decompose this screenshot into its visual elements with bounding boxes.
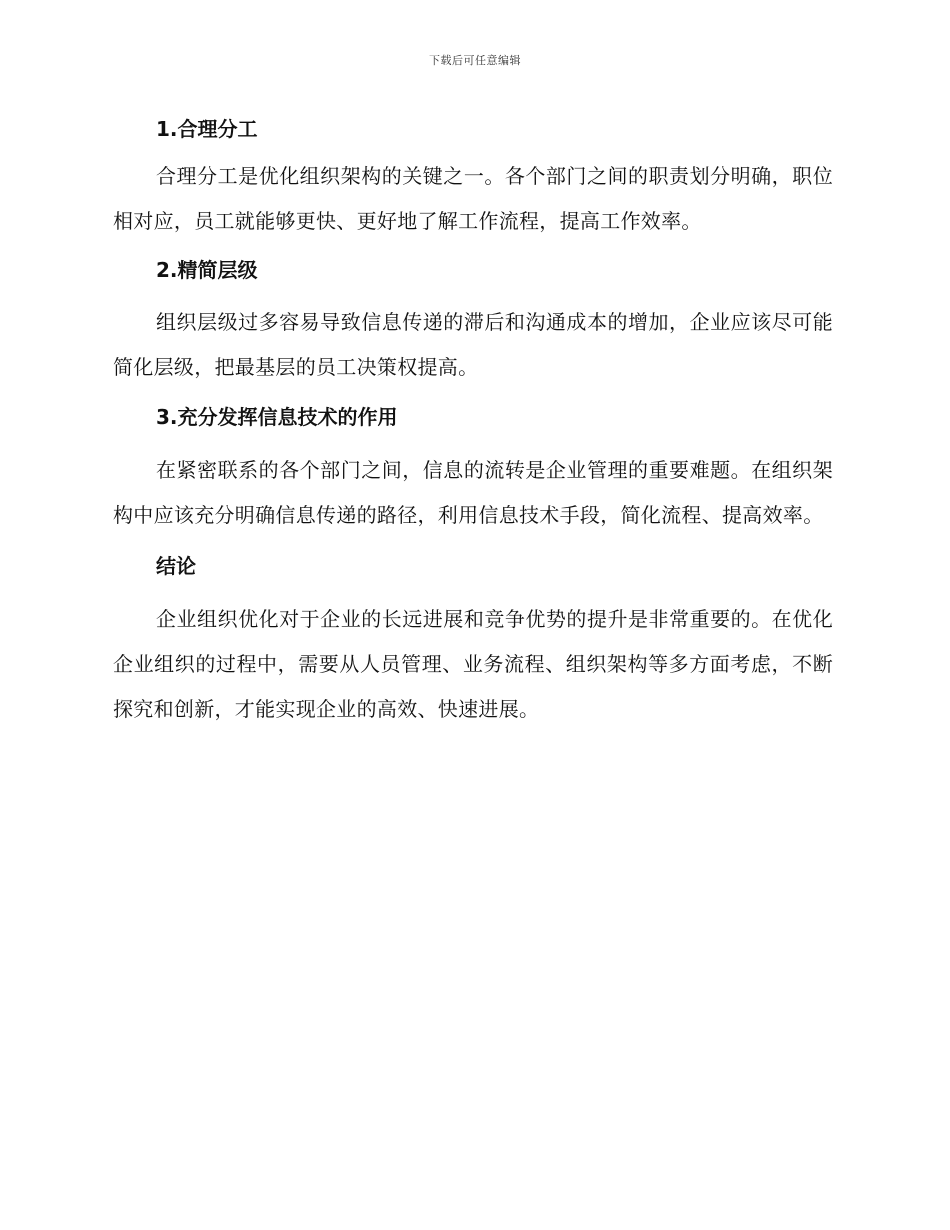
section-paragraph-conclusion: 企业组织优化对于企业的长远进展和竞争优势的提升是非常重要的。在优化企业组织的过程中，需要从人员管理、业务流程、组织架构等多方面考虑，不断探究和创新，才能实现企业的高效、快速进展。: [113, 607, 833, 721]
document-body: [113, 112, 833, 732]
section-heading-streamline-levels: 2.精简层级: [156, 258, 258, 282]
page-header: 下载后可任意编辑: [429, 54, 521, 67]
section-heading-conclusion: 结论: [156, 554, 196, 578]
section-paragraph-information-technology: 在紧密联系的各个部门之间，信息的流转是企业管理的重要难题。在组织架构中应该充分明确信息传递的路径，利用信息技术手段，简化流程、提高效率。: [113, 458, 833, 527]
section-paragraph-division-of-labor: 合理分工是优化组织架构的关键之一。各个部门之间的职责划分明确，职位相对应，员工就能够更快、更好地了解工作流程，提高工作效率。: [113, 164, 833, 233]
section-heading-information-technology: 3.充分发挥信息技术的作用: [156, 405, 398, 429]
section-heading-division-of-labor: 1.合理分工: [156, 117, 258, 141]
section-paragraph-streamline-levels: 组织层级过多容易导致信息传递的滞后和沟通成本的增加，企业应该尽可能简化层级，把最基层的员工决策权提高。: [113, 310, 833, 379]
